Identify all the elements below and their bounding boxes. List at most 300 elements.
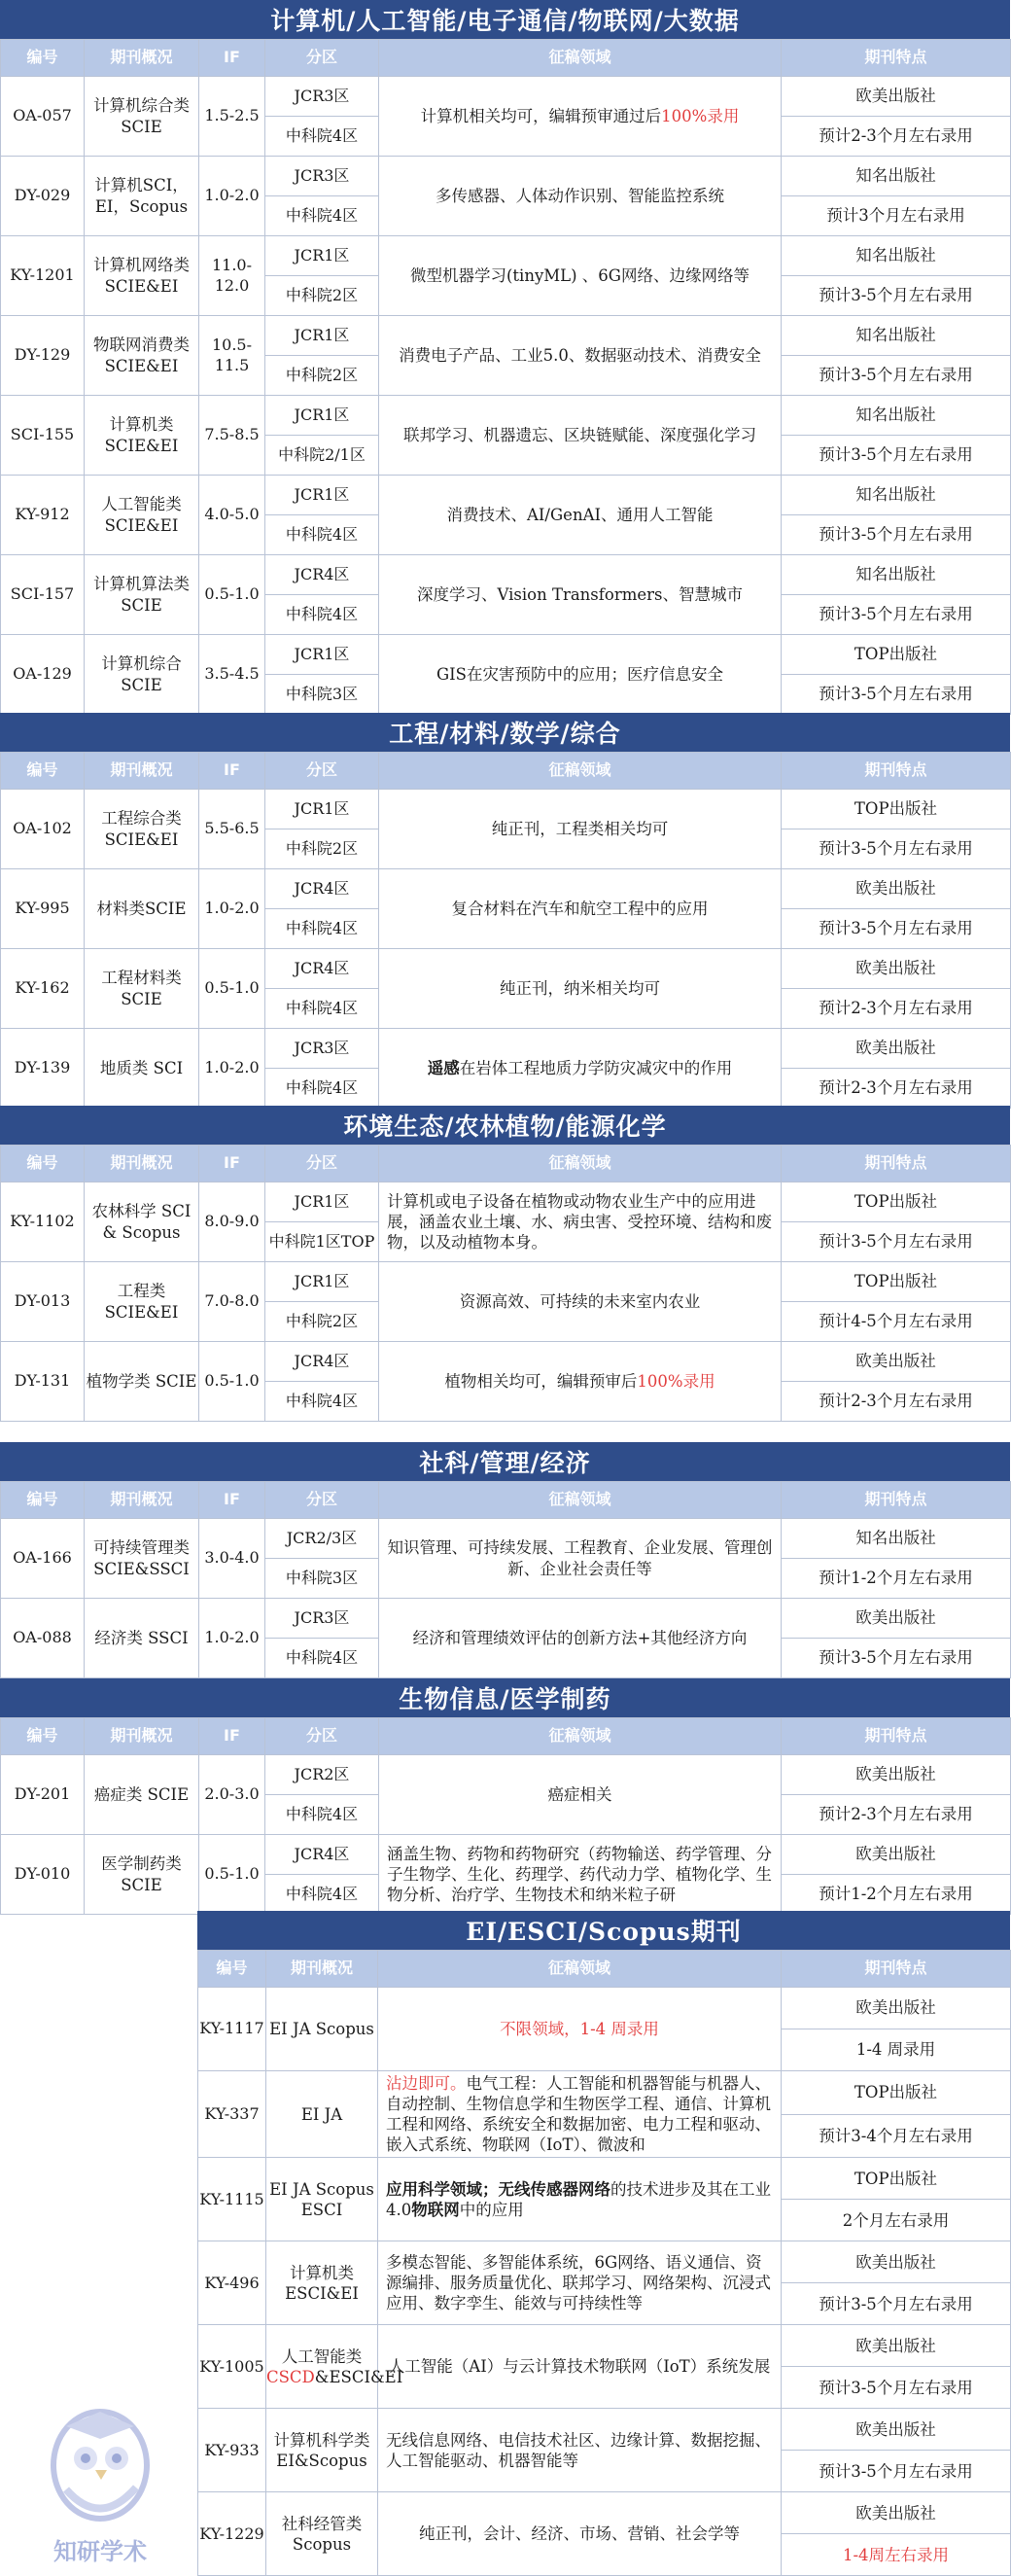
field-text: 癌症相关 xyxy=(547,1784,612,1804)
table-header-row xyxy=(1,1482,1011,1519)
submission-field xyxy=(378,2492,782,2576)
owl-logo-icon xyxy=(27,2373,173,2567)
section-title: 工程/材料/数学/综合 xyxy=(0,713,1010,752)
journal-overview xyxy=(266,2158,378,2241)
impact-factor: 8.0-9.0 xyxy=(199,1182,265,1262)
column-header: 期刊概况 xyxy=(85,1482,199,1519)
publisher-feature: TOP出版社 xyxy=(782,2158,1011,2200)
cas-zone: 中科院4区 xyxy=(265,515,379,555)
overview-text: 计算机类 ESCI&EI xyxy=(285,2263,359,2303)
overview-text: 人工智能类 xyxy=(281,2347,363,2366)
field-text: 人工智能（AI）与云计算技术物联网（IoT）系统发展 xyxy=(388,2357,771,2377)
section-title: 社科/管理/经济 xyxy=(0,1442,1010,1481)
cas-zone: 中科院4区 xyxy=(265,196,379,236)
cas-zone: 中科院4区 xyxy=(265,1795,379,1835)
submission-field xyxy=(379,1029,782,1109)
acceptance-text: 预计3-5个月左右录用 xyxy=(819,2461,973,2481)
publisher-feature: TOP出版社 xyxy=(782,790,1011,829)
table-header-row xyxy=(1,1718,1011,1755)
journal-overview: 材料类SCIE xyxy=(85,869,199,949)
field-text: 经济和管理绩效评估的创新方法+其他经济方向 xyxy=(412,1628,748,1647)
cas-zone: 中科院2区 xyxy=(265,829,379,869)
field-text: 计算机或电子设备在植物或动物农业生产中的应用进展，涵盖农业土壤、水、病虫害、受控环境、结构和废物，以及动植物本身。 xyxy=(387,1191,772,1253)
publisher-feature: 欧美出版社 xyxy=(782,869,1011,909)
acceptance-time: 预计3-5个月左右录用 xyxy=(782,909,1011,949)
journal-code: KY-162 xyxy=(1,949,85,1029)
column-header: 期刊特点 xyxy=(782,1482,1011,1519)
journal-code: SCI-157 xyxy=(1,555,85,635)
overview-text: &ESCI&EI xyxy=(314,2367,403,2386)
cas-zone: 中科院4区 xyxy=(265,989,379,1029)
acceptance-time: 预计3-5个月左右录用 xyxy=(782,1222,1011,1262)
journal-code: KY-1117 xyxy=(198,1988,266,2071)
column-header: 征稿领域 xyxy=(379,1146,782,1182)
column-header: 分区 xyxy=(265,1146,379,1182)
cas-zone: 中科院2区 xyxy=(265,276,379,316)
field-text: 资源高效、可持续的未来室内农业 xyxy=(459,1291,701,1311)
journal-overview: 医学制药类 SCIE xyxy=(85,1835,199,1915)
field-text: 联邦学习、机器遗忘、区块链赋能、深度强化学习 xyxy=(403,425,756,444)
journal-overview: 计算机网络类 SCIE&EI xyxy=(85,236,199,316)
journal-code: KY-1102 xyxy=(1,1182,85,1262)
publisher-feature: 欧美出版社 xyxy=(782,77,1011,117)
table-header-row xyxy=(1,40,1011,77)
jcr-zone: JCR1区 xyxy=(265,316,379,356)
jcr-zone: JCR4区 xyxy=(265,555,379,595)
impact-factor: 2.0-3.0 xyxy=(199,1755,265,1835)
column-header: 期刊概况 xyxy=(85,1146,199,1182)
table-header-row xyxy=(1,1146,1011,1182)
table-row xyxy=(1,1182,1011,1222)
submission-field xyxy=(378,2158,782,2241)
column-header: 编号 xyxy=(1,753,85,790)
overview-text: EI JA xyxy=(300,2104,343,2124)
jcr-zone: JCR4区 xyxy=(265,1835,379,1875)
submission-field xyxy=(379,236,782,316)
field-emphasis: 应用科学领域；无线传感器网络 xyxy=(386,2179,610,2199)
acceptance-time: 预计2-3个月左右录用 xyxy=(782,989,1011,1029)
column-header: 编号 xyxy=(198,1951,266,1988)
acceptance-time: 预计3-5个月左右录用 xyxy=(782,356,1011,396)
table-row xyxy=(198,2241,1011,2283)
cas-zone: 中科院4区 xyxy=(265,1069,379,1109)
acceptance-highlight: 1-4周左右录用 xyxy=(842,2545,950,2564)
field-text: 在岩体工程地质力学防灾减灾中的作用 xyxy=(459,1058,733,1077)
jcr-zone: JCR4区 xyxy=(265,1342,379,1382)
publisher-feature: 知名出版社 xyxy=(782,157,1011,196)
field-text: 深度学习、Vision Transformers、智慧城市 xyxy=(417,584,743,604)
jcr-zone: JCR1区 xyxy=(265,635,379,675)
submission-field xyxy=(378,2325,782,2409)
table-row xyxy=(1,236,1011,276)
journal-table xyxy=(0,752,1011,1109)
impact-factor: 0.5-1.0 xyxy=(199,1835,265,1915)
submission-field xyxy=(379,1755,782,1835)
jcr-zone: JCR1区 xyxy=(265,476,379,515)
field-text: 中的应用 xyxy=(459,2200,524,2219)
section-title: 计算机/人工智能/电子通信/物联网/大数据 xyxy=(0,0,1010,39)
table-row xyxy=(1,1029,1011,1069)
journal-code: KY-1201 xyxy=(1,236,85,316)
field-text: 知识管理、可持续发展、工程教育、企业发展、管理创新、企业社会责任等 xyxy=(387,1538,773,1578)
acceptance-time: 预计3-5个月左右录用 xyxy=(782,436,1011,476)
journal-code: SCI-155 xyxy=(1,396,85,476)
column-header: 期刊特点 xyxy=(782,1951,1011,1988)
submission-field xyxy=(379,949,782,1029)
journal-code: OA-102 xyxy=(1,790,85,869)
field-text: 纯正刊，工程类相关均可 xyxy=(491,819,669,838)
submission-field xyxy=(379,316,782,396)
publisher-feature: 欧美出版社 xyxy=(782,1599,1011,1639)
impact-factor: 1.0-2.0 xyxy=(199,869,265,949)
submission-field xyxy=(379,1835,782,1915)
impact-factor: 1.0-2.0 xyxy=(199,157,265,236)
overview-text: EI JA Scopus ESCI xyxy=(269,2179,374,2219)
column-header: 编号 xyxy=(1,1718,85,1755)
column-header: 分区 xyxy=(265,40,379,77)
acceptance-time: 预计3-5个月左右录用 xyxy=(782,675,1011,715)
journal-overview xyxy=(266,2409,378,2492)
publisher-feature: 欧美出版社 xyxy=(782,949,1011,989)
cas-zone: 中科院4区 xyxy=(265,1639,379,1678)
publisher-feature: 欧美出版社 xyxy=(782,2241,1011,2283)
table-row xyxy=(198,2409,1011,2451)
acceptance-text: 预计3-5个月左右录用 xyxy=(819,2294,973,2313)
column-header: 期刊概况 xyxy=(85,40,199,77)
jcr-zone: JCR2/3区 xyxy=(265,1519,379,1559)
jcr-zone: JCR1区 xyxy=(265,236,379,276)
cas-zone: 中科院4区 xyxy=(265,117,379,157)
column-header: 期刊特点 xyxy=(782,40,1011,77)
submission-field xyxy=(378,2409,782,2492)
column-header: IF xyxy=(199,1482,265,1519)
publisher-feature: 欧美出版社 xyxy=(782,1835,1011,1875)
journal-code: KY-1005 xyxy=(198,2325,266,2409)
jcr-zone: JCR1区 xyxy=(265,396,379,436)
column-header: 征稿领域 xyxy=(379,1718,782,1755)
cas-zone: 中科院4区 xyxy=(265,1382,379,1422)
field-emphasis: 遥感 xyxy=(427,1058,460,1077)
jcr-zone: JCR4区 xyxy=(265,949,379,989)
column-header: 期刊概况 xyxy=(85,1718,199,1755)
acceptance-text: 预计3-4个月左右录用 xyxy=(819,2127,973,2146)
journal-overview: 计算机综合 SCIE xyxy=(85,635,199,715)
publisher-feature: 欧美出版社 xyxy=(782,1029,1011,1069)
acceptance-time: 预计2-3个月左右录用 xyxy=(782,1069,1011,1109)
journal-code: DY-139 xyxy=(1,1029,85,1109)
submission-field xyxy=(379,555,782,635)
jcr-zone: JCR1区 xyxy=(265,1182,379,1222)
acceptance-time xyxy=(782,2534,1011,2576)
jcr-zone: JCR3区 xyxy=(265,1029,379,1069)
table-row xyxy=(1,635,1011,675)
publisher-feature: 欧美出版社 xyxy=(782,2325,1011,2367)
journal-overview: 物联网消费类 SCIE&EI xyxy=(85,316,199,396)
section-title: EI/ESCI/Scopus期刊 xyxy=(197,1911,1010,1950)
table-row xyxy=(1,949,1011,989)
impact-factor: 1.0-2.0 xyxy=(199,1599,265,1678)
journal-code: DY-029 xyxy=(1,157,85,236)
publisher-feature: 知名出版社 xyxy=(782,476,1011,515)
field-text: 计算机相关均可，编辑预审通过后 xyxy=(420,106,662,125)
journal-table xyxy=(0,1481,1011,1678)
journal-table xyxy=(0,1145,1011,1422)
journal-code: OA-166 xyxy=(1,1519,85,1599)
acceptance-text: 1-4 周录用 xyxy=(855,2040,936,2060)
publisher-feature: 欧美出版社 xyxy=(782,2409,1011,2451)
table-row xyxy=(198,2071,1011,2115)
journal-overview: 人工智能类 SCIE&EI xyxy=(85,476,199,555)
journal-overview: 计算机算法类 SCIE xyxy=(85,555,199,635)
overview-highlight: CSCD xyxy=(266,2367,315,2386)
column-header: 编号 xyxy=(1,1482,85,1519)
column-header: 征稿领域 xyxy=(379,1482,782,1519)
journal-code: KY-1115 xyxy=(198,2158,266,2241)
column-header: 分区 xyxy=(265,1718,379,1755)
journal-overview: 植物学类 SCIE xyxy=(85,1342,199,1422)
journal-code: DY-013 xyxy=(1,1262,85,1342)
publisher-feature: 知名出版社 xyxy=(782,1519,1011,1559)
table-header-row xyxy=(198,1951,1011,1988)
publisher-feature: 知名出版社 xyxy=(782,236,1011,276)
submission-field xyxy=(379,77,782,157)
journal-code: KY-995 xyxy=(1,869,85,949)
journal-overview xyxy=(266,1988,378,2071)
acceptance-time: 预计1-2个月左右录用 xyxy=(782,1559,1011,1599)
field-text: 植物相关均可，编辑预审后 xyxy=(444,1371,638,1391)
table-row xyxy=(1,1262,1011,1302)
column-header: 征稿领域 xyxy=(379,40,782,77)
table-row xyxy=(198,2158,1011,2200)
acceptance-time: 预计1-2个月左右录用 xyxy=(782,1875,1011,1915)
column-header: IF xyxy=(199,753,265,790)
journal-code: DY-131 xyxy=(1,1342,85,1422)
cas-zone: 中科院4区 xyxy=(265,595,379,635)
field-text: 复合材料在汽车和航空工程中的应用 xyxy=(451,899,709,918)
jcr-zone: JCR3区 xyxy=(265,157,379,196)
overview-text: EI JA Scopus xyxy=(269,2019,374,2038)
impact-factor: 0.5-1.0 xyxy=(199,949,265,1029)
field-text: 消费电子产品、工业5.0、数据驱动技术、消费安全 xyxy=(399,345,761,365)
impact-factor: 0.5-1.0 xyxy=(199,555,265,635)
field-text: 电气工程：人工智能和机器智能与机器人、自动控制、生物信息学和生物医学工程、通信、计算机工程和网络、系统安全和数据加密、电力工程和驱动、嵌入式系统、物联网（IoT）、微波和 xyxy=(386,2074,771,2155)
cas-zone: 中科院2区 xyxy=(265,1302,379,1342)
impact-factor: 1.0-2.0 xyxy=(199,1029,265,1109)
acceptance-time: 预计2-3个月左右录用 xyxy=(782,117,1011,157)
field-highlight: 沾边即可。 xyxy=(386,2074,467,2093)
field-highlight: 100%录用 xyxy=(661,106,740,125)
column-header: 期刊特点 xyxy=(782,753,1011,790)
journal-overview: 工程材料类 SCIE xyxy=(85,949,199,1029)
journal-overview: 计算机类 SCIE&EI xyxy=(85,396,199,476)
acceptance-time xyxy=(782,2367,1011,2409)
table-row xyxy=(1,77,1011,117)
column-header: 征稿领域 xyxy=(379,753,782,790)
journal-overview: 癌症类 SCIE xyxy=(85,1755,199,1835)
cas-zone: 中科院4区 xyxy=(265,909,379,949)
journal-code: KY-496 xyxy=(198,2241,266,2325)
journal-overview xyxy=(266,2071,378,2158)
table-row xyxy=(1,555,1011,595)
field-text: 消费技术、AI/GenAI、通用人工智能 xyxy=(446,505,714,524)
journal-code: OA-057 xyxy=(1,77,85,157)
field-text: 微型机器学习(tinyML) 、6G网络、边缘网络等 xyxy=(409,265,750,285)
column-header: 期刊特点 xyxy=(782,1718,1011,1755)
field-text: 纯正刊，纳米相关均可 xyxy=(500,978,660,998)
acceptance-time xyxy=(782,2114,1011,2158)
journal-overview: 工程综合类 SCIE&EI xyxy=(85,790,199,869)
journal-code: DY-201 xyxy=(1,1755,85,1835)
acceptance-time: 预计4-5个月左右录用 xyxy=(782,1302,1011,1342)
impact-factor: 3.0-4.0 xyxy=(199,1519,265,1599)
table-row xyxy=(1,316,1011,356)
journal-code: DY-010 xyxy=(1,1835,85,1915)
submission-field xyxy=(379,1182,782,1262)
impact-factor: 10.5-11.5 xyxy=(199,316,265,396)
column-header: 编号 xyxy=(1,1146,85,1182)
jcr-zone: JCR3区 xyxy=(265,1599,379,1639)
publisher-feature: TOP出版社 xyxy=(782,635,1011,675)
journal-overview xyxy=(266,2241,378,2325)
section-title: 环境生态/农林植物/能源化学 xyxy=(0,1106,1010,1145)
journal-code: KY-912 xyxy=(1,476,85,555)
acceptance-time: 预计3-5个月左右录用 xyxy=(782,1639,1011,1678)
submission-field xyxy=(379,1599,782,1678)
table-row xyxy=(1,476,1011,515)
overview-text: 社科经管类 Scopus xyxy=(281,2514,363,2554)
journal-overview: 地质类 SCI xyxy=(85,1029,199,1109)
impact-factor: 7.5-8.5 xyxy=(199,396,265,476)
journal-overview: 可持续管理类 SCIE&SSCI xyxy=(85,1519,199,1599)
field-text: 涵盖生物、药物和药物研究（药物输送、药学管理、分子生物学、生化、药理学、药代动力学、植物化学、生物分析、治疗学、生物技术和纳米粒子研 xyxy=(387,1844,772,1905)
journal-code: OA-088 xyxy=(1,1599,85,1678)
table-row xyxy=(1,1835,1011,1875)
column-header: IF xyxy=(199,1718,265,1755)
acceptance-time: 预计3个月左右录用 xyxy=(782,196,1011,236)
journal-overview: 计算机综合类 SCIE xyxy=(85,77,199,157)
table-row xyxy=(1,869,1011,909)
publisher-feature: 欧美出版社 xyxy=(782,1988,1011,2029)
overview-text: 计算机科学类 EI&Scopus xyxy=(273,2430,370,2470)
impact-factor: 7.0-8.0 xyxy=(199,1262,265,1342)
journal-overview xyxy=(266,2492,378,2576)
jcr-zone: JCR1区 xyxy=(265,1262,379,1302)
journal-overview: 计算机SCI，EI，Scopus xyxy=(85,157,199,236)
submission-field xyxy=(378,1988,782,2071)
field-text: 多模态智能、多智能体系统，6G网络、语义通信、资源编排、服务质量优化、联邦学习、网络架构、沉浸式应用、数字孪生、能效与可持续性等 xyxy=(386,2253,771,2313)
column-header: 征稿领域 xyxy=(378,1951,782,1988)
column-header: IF xyxy=(199,40,265,77)
column-header: 编号 xyxy=(1,40,85,77)
submission-field xyxy=(379,790,782,869)
table-row xyxy=(1,396,1011,436)
acceptance-time: 预计3-5个月左右录用 xyxy=(782,276,1011,316)
table-row xyxy=(198,2492,1011,2534)
submission-field xyxy=(379,1262,782,1342)
journal-table xyxy=(0,1717,1011,1915)
submission-field xyxy=(379,1342,782,1422)
acceptance-time xyxy=(782,2451,1011,2492)
acceptance-text: 2个月左右录用 xyxy=(842,2210,950,2230)
table-header-row xyxy=(1,753,1011,790)
journal-overview: 工程类 SCIE&EI xyxy=(85,1262,199,1342)
cas-zone: 中科院4区 xyxy=(265,1875,379,1915)
field-text: 无线信息网络、电信技术社区、边缘计算、数据挖掘、人工智能驱动、机器智能等 xyxy=(386,2430,771,2470)
submission-field xyxy=(379,396,782,476)
section-title: 生物信息/医学制药 xyxy=(0,1678,1010,1717)
cas-zone: 中科院3区 xyxy=(265,1559,379,1599)
journal-code: KY-337 xyxy=(198,2071,266,2158)
acceptance-time: 预计2-3个月左右录用 xyxy=(782,1795,1011,1835)
submission-field xyxy=(378,2071,782,2158)
publisher-feature: 知名出版社 xyxy=(782,316,1011,356)
journal-code: OA-129 xyxy=(1,635,85,715)
impact-factor: 5.5-6.5 xyxy=(199,790,265,869)
acceptance-time: 预计3-5个月左右录用 xyxy=(782,829,1011,869)
submission-field xyxy=(379,157,782,236)
journal-code: DY-129 xyxy=(1,316,85,396)
column-header: 期刊概况 xyxy=(266,1951,378,1988)
journal-overview: 经济类 SSCI xyxy=(85,1599,199,1678)
journal-overview: 农林科学 SCI & Scopus xyxy=(85,1182,199,1262)
jcr-zone: JCR1区 xyxy=(265,790,379,829)
acceptance-time xyxy=(782,2029,1011,2071)
jcr-zone: JCR4区 xyxy=(265,869,379,909)
publisher-feature: TOP出版社 xyxy=(782,2071,1011,2115)
field-text: 的技术进步及其在工业4.0 xyxy=(386,2179,771,2219)
publisher-feature: 知名出版社 xyxy=(782,555,1011,595)
acceptance-text: 预计3-5个月左右录用 xyxy=(819,2378,973,2397)
publisher-feature: TOP出版社 xyxy=(782,1262,1011,1302)
table-row xyxy=(198,2325,1011,2367)
publisher-feature: 欧美出版社 xyxy=(782,2492,1011,2534)
column-header: 期刊概况 xyxy=(85,753,199,790)
publisher-feature: TOP出版社 xyxy=(782,1182,1011,1222)
publisher-feature: 欧美出版社 xyxy=(782,1755,1011,1795)
logo-text: 知研学术 xyxy=(53,2538,147,2565)
table-row xyxy=(1,157,1011,196)
ei-journal-table xyxy=(197,1950,1011,2576)
acceptance-time xyxy=(782,2200,1011,2241)
journal-table xyxy=(0,39,1011,715)
acceptance-time xyxy=(782,2283,1011,2325)
submission-field xyxy=(379,635,782,715)
submission-field xyxy=(379,869,782,949)
journal-overview xyxy=(266,2325,403,2409)
table-row xyxy=(1,1519,1011,1559)
jcr-zone: JCR2区 xyxy=(265,1755,379,1795)
cas-zone: 中科院1区TOP xyxy=(265,1222,379,1262)
publisher-feature: 知名出版社 xyxy=(782,396,1011,436)
table-row xyxy=(1,1342,1011,1382)
impact-factor: 4.0-5.0 xyxy=(199,476,265,555)
column-header: 分区 xyxy=(265,1482,379,1519)
submission-field xyxy=(379,476,782,555)
impact-factor: 1.5-2.5 xyxy=(199,77,265,157)
submission-field xyxy=(379,1519,782,1599)
impact-factor: 11.0-12.0 xyxy=(199,236,265,316)
field-highlight: 100%录用 xyxy=(637,1371,715,1391)
impact-factor: 3.5-4.5 xyxy=(199,635,265,715)
journal-code: KY-1229 xyxy=(198,2492,266,2576)
field-text: GIS在灾害预防中的应用；医疗信息安全 xyxy=(436,664,723,684)
field-text: 纯正刊，会计、经济、市场、营销、社会学等 xyxy=(419,2524,740,2544)
acceptance-time: 预计3-5个月左右录用 xyxy=(782,595,1011,635)
cas-zone: 中科院2区 xyxy=(265,356,379,396)
journal-code: KY-933 xyxy=(198,2409,266,2492)
publisher-feature: 欧美出版社 xyxy=(782,1342,1011,1382)
submission-field xyxy=(378,2241,782,2325)
